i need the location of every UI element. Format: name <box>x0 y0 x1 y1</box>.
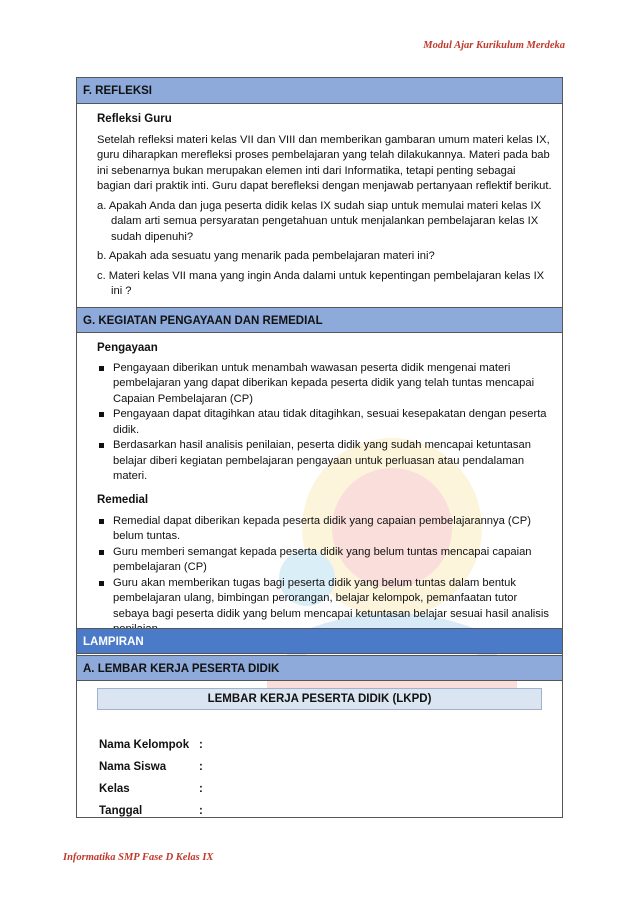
list-item: Pengayaan dapat ditagihkan atau tidak ditagihkan, sesuai kesepakatan dengan peserta didik. <box>97 407 552 438</box>
identity-row-tanggal <box>99 805 203 817</box>
remedial-content <box>97 493 552 638</box>
remedial-subhead: Remedial <box>97 494 149 506</box>
section-refleksi-header: F. REFLEKSI <box>77 78 562 104</box>
header-note: Modul Ajar Kurikulum Merdeka <box>423 40 565 51</box>
module-content-frame <box>76 77 563 818</box>
refleksi-paragraph: Setelah refleksi materi kelas VII dan VIII dan memberikan gambaran umum materi kelas IX, guru diharapkan merefleksi proses pembelajaran yang telah dilakukannya. Materi pada bab ini sebenarnya bukan merupakan elemen inti dari Informatika, tetapi penting sebagai bagian dari praktik inti. Guru dapat berefleksi dengan menjawab pertanyaan reflektif berikut. <box>97 133 552 192</box>
list-item: Guru memberi semangat kepada peserta didik yang belum tuntas mencapai capaian pembelajaran (CP) <box>97 545 552 576</box>
identity-label: Tanggal <box>99 805 143 817</box>
pengayaan-content <box>97 341 552 485</box>
refleksi-subhead: Refleksi Guru <box>97 113 172 125</box>
list-item: Remedial dapat diberikan kepada peserta didik yang capaian pembelajarannya (CP) belum tuntas. <box>97 514 552 545</box>
list-item: Pengayaan diberikan untuk menambah wawasan peserta didik mengenai materi pembelajaran yang dapat diberikan kepada peserta didik yang telah tuntas mencapai Capaian Pembelajaran (CP) <box>97 361 552 408</box>
identity-row-kelas <box>99 783 203 795</box>
identity-label: Nama Kelompok <box>99 739 190 751</box>
lkpd-title-box: LEMBAR KERJA PESERTA DIDIK (LKPD) <box>97 688 542 710</box>
identity-row-nama-kelompok <box>99 739 203 751</box>
refleksi-question: b. Apakah ada sesuatu yang menarik pada pembelajaran materi ini? <box>97 250 435 262</box>
identity-separator: : <box>199 805 203 817</box>
identity-row-nama-siswa <box>99 761 203 773</box>
section-pengayaan-remedial-header: G. KEGIATAN PENGAYAAN DAN REMEDIAL <box>77 307 562 333</box>
identity-separator: : <box>199 761 203 773</box>
section-lampiran-header: LAMPIRAN <box>77 628 562 654</box>
pengayaan-list <box>97 361 552 485</box>
refleksi-question: a. Apakah Anda dan juga peserta didik kelas IX sudah siap untuk memulai materi kelas IX dalam arti semua persyaratan pengetahuan untuk menjalankan pembelajaran kelas IX sudah dipenuhi? <box>97 199 542 243</box>
remedial-list <box>97 514 552 638</box>
identity-separator: : <box>199 783 203 795</box>
identity-separator: : <box>199 739 203 751</box>
identity-label: Kelas <box>99 783 130 795</box>
refleksi-question: c. Materi kelas VII mana yang ingin Anda dalami untuk kepentingan pembelajaran kelas IX ini ? <box>97 269 545 297</box>
refleksi-content <box>97 112 552 300</box>
identity-label: Nama Siswa <box>99 761 167 773</box>
list-item: Berdasarkan hasil analisis penilaian, peserta didik yang sudah mencapai ketuntasan belajar diberi kegiatan pembelajaran pengayaan untuk perluasan atau pendalaman materi. <box>97 438 552 485</box>
footer-note: Informatika SMP Fase D Kelas IX <box>63 852 214 863</box>
section-lkpd-header: A. LEMBAR KERJA PESERTA DIDIK <box>77 655 562 681</box>
pengayaan-subhead: Pengayaan <box>97 342 158 354</box>
list-item: Guru akan memberikan tugas bagi peserta didik yang belum tuntas dalam bentuk pembelajaran ulang, bimbingan perorangan, belajar kelompok, pemanfaatan tutor sebaya bagi peserta didik yang belum mencapai ketuntasan belajar sesuai hasil analisis <box>97 576 552 638</box>
